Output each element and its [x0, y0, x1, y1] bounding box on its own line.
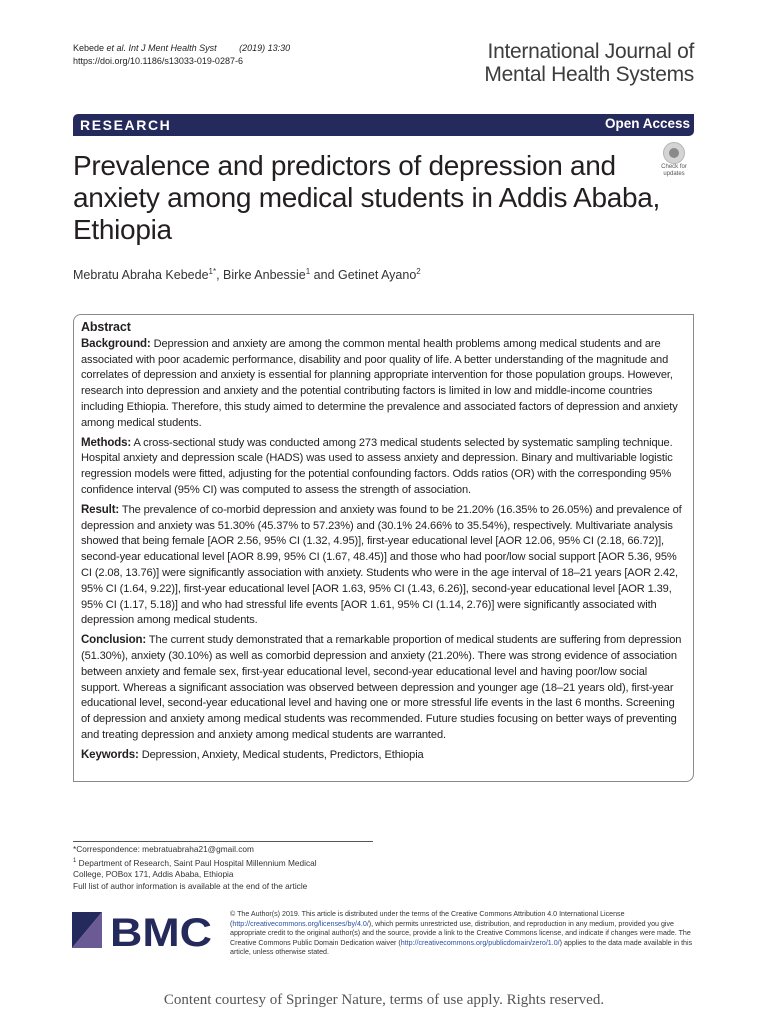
keywords-text: Depression, Anxiety, Medical students, Predictors, Ethiopia	[141, 748, 424, 761]
cc-zero-waiver-link[interactable]: http://creativecommons.org/publicdomain/zero/1.0/	[400, 938, 560, 947]
license-statement: © The Author(s) 2019. This article is distributed under the terms of the Creative Commons Attribution 4.0 International License (http://creativecommons.org/licenses/by/4.0/), which permits unrestricted use, distribution, and reproduction in any medium, provided you give appropriate credit to the original author(s) and the source, provide a link to the Creative Commons license, and indicate if changes were made. The Creative Commons Public Domain Dedication waiver (http://creativecommons.org/publicdomain/zero/1.0/) applies to the data made available in this article, unless otherwise stated.	[230, 910, 693, 957]
author-name: and Getinet Ayano	[310, 268, 417, 283]
methods-text: A cross-sectional study was conducted among 273 medical students selected by systematic sampling technique. Hospital anxiety and depression scale (HADS) was used to assess anxiety and depression. Binary and multivariable logistic regression models were fitted, adjusting for the potential confounding factors. Odds ratios (OR) with the corresponding 95% confidence interval (95% CI) was computed to assess the strength of association.	[81, 436, 673, 496]
author-list	[73, 264, 421, 283]
journal-name-line1: International Journal of	[487, 40, 694, 63]
abstract-conclusion	[81, 633, 685, 744]
conclusion-label: Conclusion:	[81, 634, 147, 647]
author-affiliation-mark: 2	[416, 267, 421, 276]
check-updates-text: Check for updates	[661, 164, 687, 177]
author-affiliation-mark: 1	[305, 267, 311, 276]
result-label: Result:	[81, 503, 120, 516]
citation-year: (2019) 13:30	[239, 43, 291, 53]
correspondence-email[interactable]: *Correspondence: mebratuabraha21@gmail.com	[73, 844, 254, 854]
open-access-label: Open Access	[604, 116, 690, 131]
bmc-logo[interactable]	[72, 910, 214, 950]
bmc-logo-text: BMC	[110, 911, 212, 950]
footnote-divider	[73, 841, 373, 842]
footnotes	[73, 844, 393, 892]
conclusion-text: The current study demonstrated that a remarkable proportion of medical students are suffering from depression (51.30%), anxiety (30.10%) as well as comorbid depression and anxiety (21.20%). There was strong evidence of association between anxiety and female sex, first-year educational level, second-year educational level and having poor/low social support. Whereas a significant association was observed between depression and younger age (18–21 years old), first-year educational level, second-year educational level and having one or more stressful life events in the last 6 months. Screening of depression and anxiety among medical students was recommended. Future studies focusing on better ways of preventing and treating depression and anxiety among medical students are warranted.	[81, 634, 682, 741]
doi-link[interactable]: https://doi.org/10.1186/s13033-019-0287-6	[73, 56, 243, 66]
citation-journal: et al. Int J Ment Health Syst	[106, 43, 217, 53]
author-name: Mebratu Abraha Kebede	[73, 268, 209, 283]
affiliation-note: $^1$ Department of Research, Saint Paul Hospital Millennium Medical	[73, 857, 317, 868]
abstract-background	[81, 337, 685, 432]
abstract-methods	[81, 436, 685, 499]
citation-header	[73, 42, 290, 68]
keywords-label: Keywords:	[81, 748, 139, 761]
author-affiliation-mark: 1*	[208, 267, 217, 276]
check-for-updates-badge[interactable]	[654, 140, 694, 180]
citation-authors: Kebede	[73, 43, 107, 53]
background-text: Depression and anxiety are among the common mental health problems among medical students and are associated with poor academic performance, disability and poor quality of life. A better understanding of the magnitude and correlates of depression and anxiety is essential for planning appropriate intervention for those population groups. However, research into depression and anxiety and the potential contributing factors is limited in low and middle-income countries including Ethiopia. Therefore, this study aimed to determine the prevalence and associated factors of depression and anxiety among medical students.	[81, 337, 678, 429]
author-info-note: Full list of author information is available at the end of the article	[73, 880, 308, 891]
courtesy-notice: Content courtesy of Springer Nature, terms of use apply. Rights reserved.	[163, 992, 605, 1008]
journal-name-line2: Mental Health Systems	[484, 63, 694, 86]
author-name: , Birke Anbessie	[216, 268, 306, 283]
check-updates-icon	[663, 142, 685, 164]
abstract-heading: Abstract	[81, 320, 131, 334]
abstract-result	[81, 503, 685, 629]
journal-name	[470, 40, 694, 86]
section-label: RESEARCH	[80, 117, 172, 133]
abstract	[81, 320, 685, 768]
background-label: Background:	[81, 337, 151, 350]
abstract-keywords	[81, 748, 685, 764]
affiliation-note-cont: College, POBox 171, Addis Ababa, Ethiopia	[73, 868, 234, 879]
cc-by-license-link[interactable]: http://creativecommons.org/licenses/by/4.0/	[232, 919, 369, 928]
result-text: The prevalence of co-morbid depression and anxiety was found to be 21.20% (16.35% to 26.05%) and prevalence of depression and anxiety was 51.30% (45.37% to 57.23%) and (30.1% 24.66% to 35.54%), respectively. Multivariate analysis showed that being female [AOR 2.56, 95% CI (1.32, 4.95)], first-year educational level [AOR 12.06, 95% CI (2.18, 66.72)], second-year educational level [AOR 8.99, 95% CI (1.67, 48.45)] and those who had poor/low social support [AOR 5.36, 95% CI (2.08, 13.76)] were significantly association with anxiety. Students who were in the age interval of 18–21 years [AOR 2.42, 95% CI (1.64, 9.22)], first-year educational level [AOR 1.63, 95% CI (1.43, 6.26)], second-year educational level [AOR 1.39, 95% CI (1.17, 5.18)] and who had stressful life events [AOR 1.61, 95% CI (1.14, 2.76)] were significantly associated with depression among medical students.	[81, 503, 682, 627]
article-title: Prevalence and predictors of depression and anxiety among medical students in Addis Ababa, Ethiopia	[73, 150, 661, 245]
methods-label: Methods:	[81, 436, 132, 449]
